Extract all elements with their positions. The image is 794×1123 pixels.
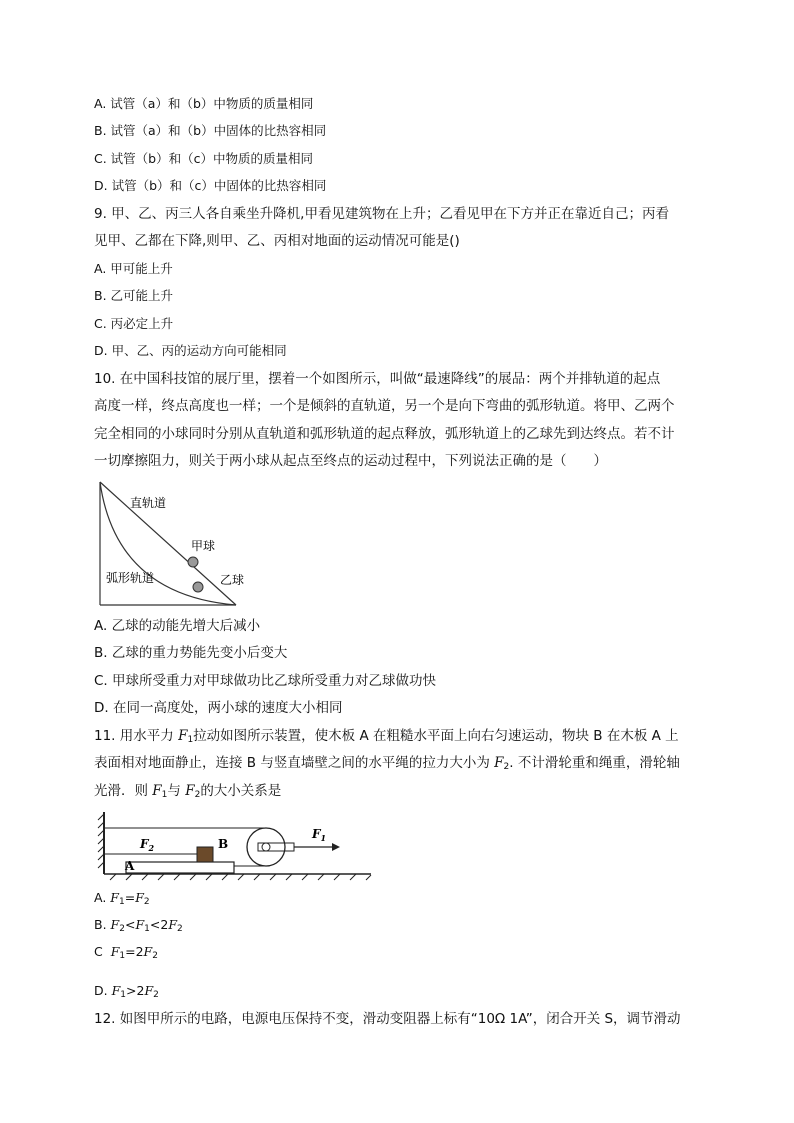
q11-var: F bbox=[135, 890, 144, 905]
q10-option-c: C. 甲球所受重力对甲球做功比乙球所受重力对乙球做功快 bbox=[94, 673, 437, 689]
q9-option-b: B. 乙可能上升 bbox=[94, 288, 174, 303]
label-straight-track: 直轨道 bbox=[130, 496, 167, 510]
q11-stem-line1 bbox=[94, 726, 679, 750]
label-b: B bbox=[218, 837, 229, 851]
q11-var: F bbox=[494, 755, 504, 771]
q11-text: 11. 用水平力 bbox=[94, 728, 179, 744]
q11-var: F bbox=[152, 783, 162, 799]
q11-sub: 1 bbox=[119, 951, 126, 961]
q11-sub: 2 bbox=[153, 990, 159, 1000]
q8-option-d: D. 试管（b）和（c）中固体的比热容相同 bbox=[94, 178, 327, 193]
q11-pulley-diagram bbox=[96, 810, 376, 882]
q11-op: < bbox=[124, 917, 136, 932]
q9-option-d: D. 甲、乙、丙的运动方向可能相同 bbox=[94, 343, 287, 358]
q11-sub: 2 bbox=[152, 951, 158, 961]
q11-text: 拉动如图所示装置，使木板 A 在粗糙水平面上向右匀速运动，物块 B 在木板 A 上 bbox=[193, 728, 679, 744]
q11-var: F bbox=[110, 917, 120, 932]
q11-option-c bbox=[94, 942, 158, 966]
q9-stem-line2: 见甲、乙都在下降,则甲、乙、丙相对地面的运动情况可能是() bbox=[94, 233, 460, 249]
q11-sub: 1 bbox=[118, 897, 125, 907]
q11-var: F bbox=[110, 890, 119, 905]
q11-sub: 1 bbox=[144, 924, 150, 934]
q10-stem-line1: 10. 在中国科技馆的展厅里，摆着一个如图所示，叫做“最速降线”的展品：两个并排轨道的起点 bbox=[94, 371, 661, 387]
q11-sub: 1 bbox=[161, 790, 168, 800]
q11-option-b bbox=[94, 915, 183, 939]
q10-option-a: A. 乙球的动能先增大后减小 bbox=[94, 618, 261, 634]
block-b bbox=[197, 847, 213, 862]
q11-var: F bbox=[111, 983, 121, 998]
label-ball-yi: 乙球 bbox=[220, 573, 245, 587]
option-label: B. bbox=[94, 917, 107, 932]
label-ball-jia: 甲球 bbox=[191, 539, 216, 553]
option-label: D. bbox=[94, 983, 108, 998]
q10-track-diagram bbox=[96, 480, 246, 610]
q11-text: 与 bbox=[167, 783, 186, 799]
q9-option-c: C. 丙必定上升 bbox=[94, 316, 174, 331]
q11-text: 光滑．则 bbox=[94, 783, 153, 799]
q11-var: F bbox=[178, 728, 188, 744]
q11-var: F bbox=[144, 983, 154, 998]
q11-sub: 2 bbox=[503, 762, 510, 772]
q10-stem-line4: 一切摩擦阻力，则关于两小球从起点至终点的运动过程中，下列说法正确的是（ ） bbox=[94, 453, 607, 469]
q11-sub: 1 bbox=[120, 990, 127, 1000]
q10-option-d: D. 在同一高度处，两小球的速度大小相同 bbox=[94, 700, 343, 716]
q11-text: . 不计滑轮重和绳重，滑轮轴 bbox=[509, 755, 680, 771]
q11-sub: 2 bbox=[119, 924, 125, 934]
q10-stem-line3: 完全相同的小球同时分别从直轨道和弧形轨道的起点释放，弧形轨道上的乙球先到达终点。若不计 bbox=[94, 426, 675, 442]
q10-stem-line2: 高度一样，终点高度也一样；一个是倾斜的直轨道，另一个是向下弯曲的弧形轨道。将甲、乙两个 bbox=[94, 398, 675, 414]
board-a bbox=[126, 862, 234, 873]
q8-option-c: C. 试管（b）和（c）中物质的质量相同 bbox=[94, 151, 313, 166]
label-arc-track: 弧形轨道 bbox=[106, 571, 155, 585]
label-f2: $F_2$ bbox=[140, 837, 155, 853]
label-f1: $F_1$ bbox=[312, 827, 327, 843]
q11-stem-line2 bbox=[94, 753, 680, 777]
q8-option-a: A. 试管（a）和（b）中物质的质量相同 bbox=[94, 96, 314, 111]
pulley-axle bbox=[262, 843, 270, 851]
q12-stem-line1: 12. 如图甲所示的电路，电源电压保持不变，滑动变阻器上标有“10Ω 1A”，闭合开关 S，调节滑动 bbox=[94, 1011, 681, 1027]
q11-sub: 2 bbox=[177, 924, 183, 934]
q11-option-a bbox=[94, 888, 150, 912]
q11-sub: 1 bbox=[187, 735, 194, 745]
q11-var: F bbox=[135, 917, 145, 932]
q11-sub: 2 bbox=[143, 897, 150, 907]
q11-option-d bbox=[94, 981, 159, 1005]
q9-stem-line1: 9. 甲、乙、丙三人各自乘坐升降机,甲看见建筑物在上升；乙看见甲在下方并正在靠近自己；丙看 bbox=[94, 206, 669, 222]
q11-text: 的大小关系是 bbox=[200, 783, 282, 799]
q11-op: <2 bbox=[149, 917, 169, 932]
ball-jia bbox=[188, 557, 198, 567]
ball-yi bbox=[193, 582, 203, 592]
q10-option-b: B. 乙球的重力势能先变小后变大 bbox=[94, 645, 288, 661]
q11-sub: 2 bbox=[194, 790, 201, 800]
option-label: A. bbox=[94, 890, 107, 905]
arrow-head-icon bbox=[332, 843, 340, 851]
q11-op: >2 bbox=[126, 983, 145, 998]
q11-pulley-figure bbox=[96, 810, 376, 882]
q11-text: 表面相对地面静止，连接 B 与竖直墙壁之间的水平绳的拉力大小为 bbox=[94, 755, 495, 771]
q11-op: =2 bbox=[125, 944, 144, 959]
q11-var: F bbox=[185, 783, 195, 799]
option-label: C bbox=[94, 944, 103, 959]
q10-track-figure bbox=[96, 480, 246, 610]
q11-var: F bbox=[143, 944, 153, 959]
q11-var: F bbox=[110, 944, 120, 959]
q11-var: F bbox=[168, 917, 177, 932]
label-a: A bbox=[125, 859, 135, 873]
q11-stem-line3 bbox=[94, 781, 281, 805]
q11-op: = bbox=[124, 890, 136, 905]
ground-hatching bbox=[110, 874, 371, 880]
q9-option-a: A. 甲可能上升 bbox=[94, 261, 173, 276]
q8-option-b: B. 试管（a）和（b）中固体的比热容相同 bbox=[94, 123, 327, 138]
